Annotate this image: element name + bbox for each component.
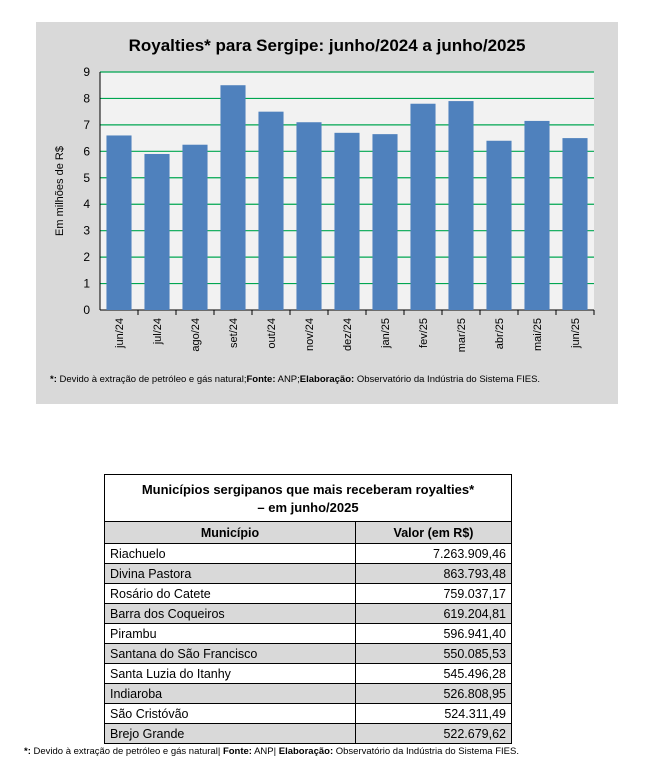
table-row	[105, 644, 511, 664]
footnote-star: *:	[50, 374, 57, 385]
bar	[220, 85, 245, 310]
y-tick-label: 7	[83, 117, 90, 132]
valor-cell: 522.679,62	[356, 724, 512, 744]
header-valor: Valor (em R$)	[356, 522, 512, 544]
chart-footnote	[50, 374, 540, 385]
municipio-cell: Santa Luzia do Itanhy	[105, 664, 356, 684]
x-tick-label: jul/24	[152, 318, 164, 345]
bar	[296, 122, 321, 310]
table-row	[105, 724, 511, 744]
bar	[334, 133, 359, 310]
y-tick-label: 4	[83, 197, 90, 212]
valor-cell: 596.941,40	[356, 624, 512, 644]
municipio-cell: São Cristóvão	[105, 704, 356, 724]
y-tick-label: 1	[83, 276, 90, 291]
x-tick-label: dez/24	[342, 318, 354, 352]
bar	[144, 154, 169, 310]
chart-title: Royalties* para Sergipe: junho/2024 a junho/2025	[128, 36, 526, 55]
municipio-cell: Pirambu	[105, 624, 356, 644]
table-grid	[105, 522, 511, 743]
x-tick-label: out/24	[266, 318, 278, 349]
table-row	[105, 704, 511, 724]
x-tick-label: set/24	[228, 318, 240, 348]
valor-cell: 7.263.909,46	[356, 544, 512, 564]
municipio-cell: Brejo Grande	[105, 724, 356, 744]
table-footnote-text-2: ANP|	[251, 746, 279, 757]
municipio-cell: Barra dos Coqueiros	[105, 604, 356, 624]
valor-cell: 524.311,49	[356, 704, 512, 724]
x-tick-label: ago/24	[190, 318, 202, 352]
table-row	[105, 604, 511, 624]
municipio-cell: Divina Pastora	[105, 564, 356, 584]
valor-cell: 550.085,53	[356, 644, 512, 664]
bar	[258, 112, 283, 310]
table-footnote-elaboration-label: Elaboração:	[278, 746, 334, 757]
y-axis-label: Em milhões de R$	[54, 146, 66, 236]
table-row	[105, 684, 511, 704]
y-tick-label: 0	[83, 303, 90, 317]
x-tick-label: jan/25	[380, 318, 392, 348]
municipio-cell: Indiaroba	[105, 684, 356, 704]
table-row	[105, 624, 511, 644]
bar	[182, 145, 207, 310]
y-tick-label: 9	[83, 65, 90, 79]
x-tick-label: mar/25	[456, 318, 468, 353]
footnote-text-2: ANP;	[275, 374, 300, 385]
table-footnote	[24, 746, 519, 757]
bar	[372, 134, 397, 310]
x-tick-label: jun/25	[570, 318, 582, 348]
y-tick-label: 2	[83, 250, 90, 265]
x-tick-label: fev/25	[418, 318, 430, 348]
table-footnote-source-label: Fonte:	[222, 746, 252, 757]
footnote-elaboration-label: Elaboração:	[299, 374, 355, 385]
bar	[410, 104, 435, 310]
bar-chart	[36, 22, 618, 404]
footnote-text-3: Observatório da Indústria do Sistema FIES.	[354, 374, 541, 385]
valor-cell: 545.496,28	[356, 664, 512, 684]
municipio-cell: Santana do São Francisco	[105, 644, 356, 664]
bar	[524, 121, 549, 310]
x-tick-label: jun/24	[114, 318, 126, 348]
table-footnote-text-1: Devido à extração de petróleo e gás natural|	[30, 746, 223, 757]
valor-cell: 526.808,95	[356, 684, 512, 704]
bar	[486, 141, 511, 310]
table-header-row	[105, 522, 511, 544]
valor-cell: 619.204,81	[356, 604, 512, 624]
x-tick-label: nov/24	[304, 318, 316, 352]
table-row	[105, 664, 511, 684]
table-footnote-text-3: Observatório da Indústria do Sistema FIES.	[333, 746, 519, 757]
x-tick-label: abr/25	[494, 318, 506, 350]
table-row	[105, 564, 511, 584]
y-tick-label: 5	[83, 170, 90, 185]
y-tick-label: 6	[83, 144, 90, 159]
table-title	[105, 475, 511, 522]
bar	[448, 101, 473, 310]
footnote-text-1: Devido à extração de petróleo e gás natural;	[56, 374, 247, 385]
municipio-cell: Riachuelo	[105, 544, 356, 564]
x-tick-label: mai/25	[532, 318, 544, 352]
municipalities-table	[104, 474, 512, 744]
footnote-source-label: Fonte:	[246, 374, 276, 385]
table-title-line-1: Municípios sergipanos que mais receberam royalties*	[141, 482, 475, 497]
chart-panel	[36, 22, 618, 404]
table-footnote-star: *:	[24, 746, 31, 757]
table-row	[105, 584, 511, 604]
y-tick-label: 8	[83, 91, 90, 106]
bar	[106, 135, 131, 310]
y-tick-label: 3	[83, 223, 90, 238]
header-municipio: Município	[105, 522, 356, 544]
bar	[562, 138, 587, 310]
table-title-line-2: – em junho/2025	[257, 500, 359, 515]
municipio-cell: Rosário do Catete	[105, 584, 356, 604]
table-row	[105, 544, 511, 564]
valor-cell: 863.793,48	[356, 564, 512, 584]
valor-cell: 759.037,17	[356, 584, 512, 604]
